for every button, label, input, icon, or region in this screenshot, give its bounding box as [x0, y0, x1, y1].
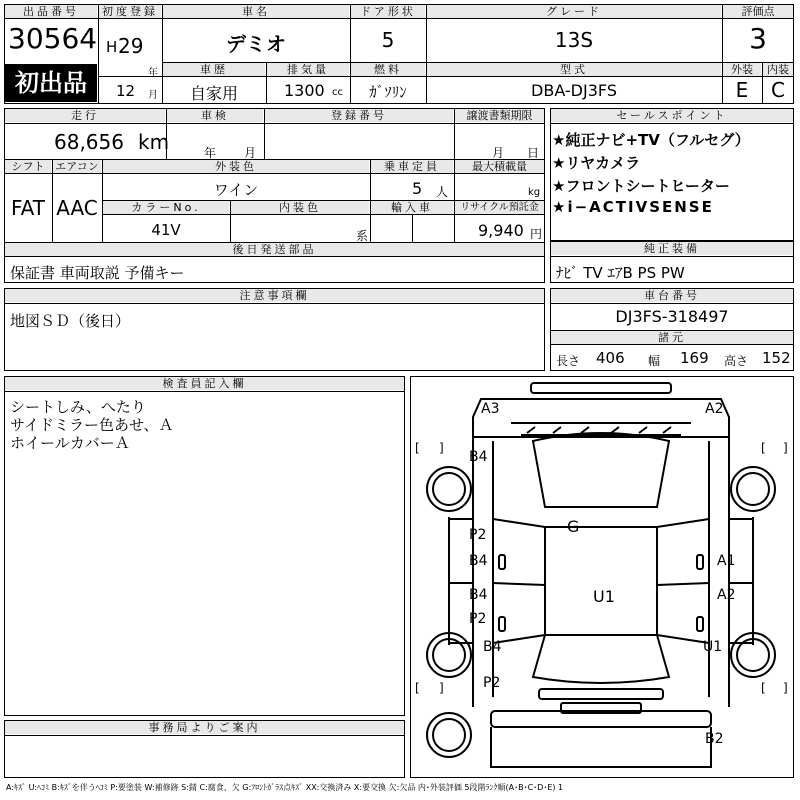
- height-value: 152: [762, 349, 791, 367]
- chassis-label: 車台番号: [551, 289, 793, 302]
- damage-mark: P2: [469, 611, 487, 627]
- notes-value: 地図ＳＤ（後日）: [10, 312, 131, 330]
- sales-points-label: セールスポイント: [551, 109, 793, 122]
- exterior-grade-label: 外装: [723, 63, 761, 76]
- office-label: 事務局よりご案内: [5, 721, 404, 734]
- int-color-unit: 系: [356, 229, 369, 243]
- damage-mark: P2: [483, 675, 501, 691]
- color-no-value: 41V: [151, 221, 181, 239]
- int-color-label: 内装色: [231, 201, 369, 214]
- notes-label: 注意事項欄: [5, 289, 544, 302]
- equipment-label: 純正装備: [551, 242, 793, 255]
- chassis-value: DJ3FS-318497: [615, 307, 729, 326]
- damage-mark: G: [567, 517, 580, 536]
- max-load-label: 最大積載量: [455, 160, 544, 173]
- fuel-value: ｶﾞｿﾘﾝ: [369, 83, 407, 101]
- damage-mark: U1: [593, 587, 615, 606]
- damage-mark: A1: [717, 553, 736, 569]
- damage-mark: A2: [717, 587, 736, 603]
- displacement-unit: cc: [332, 87, 343, 98]
- inspection-year-unit: 年: [204, 146, 217, 160]
- bracket: ]: [439, 441, 444, 455]
- car-outline: [411, 377, 792, 776]
- recycle-unit: 円: [530, 227, 543, 241]
- car-name: デミオ: [226, 32, 286, 56]
- first-reg-label: 初度登録: [99, 5, 161, 18]
- displacement-value: 1300: [284, 81, 325, 100]
- damage-diagram: [410, 376, 794, 778]
- recycle-label: リサイクル預託金: [455, 201, 544, 214]
- reg-month: 12: [116, 82, 136, 100]
- damage-mark: B4: [469, 587, 488, 603]
- transfer-label: 譲渡書類期限: [455, 109, 544, 122]
- score-label: 評価点: [723, 5, 793, 18]
- fuel-label: 燃料: [351, 63, 425, 76]
- ac-value: AAC: [56, 196, 98, 220]
- reg-month-unit: 月: [148, 90, 158, 101]
- inspection-month-unit: 月: [244, 146, 257, 160]
- mileage-label: 走行: [5, 109, 165, 122]
- model-code-label: 型式: [427, 63, 721, 76]
- color-no-label: カラーNo.: [103, 201, 229, 214]
- ext-color-label: 外装色: [103, 160, 369, 173]
- damage-mark: B4: [469, 449, 488, 465]
- bracket: ]: [783, 681, 788, 695]
- interior-grade-label: 内装: [763, 63, 793, 76]
- interior-grade: C: [771, 78, 785, 102]
- displacement-label: 排気量: [267, 63, 349, 76]
- lot-no-label: 出品番号: [5, 5, 97, 18]
- history-label: 車歴: [163, 63, 265, 76]
- inspector-line: サイドミラー色あせ、Ａ: [10, 416, 174, 434]
- model-code-value: DBA-DJ3FS: [531, 81, 617, 100]
- damage-mark: B2: [705, 731, 724, 747]
- bracket: ]: [783, 441, 788, 455]
- damage-mark: U1: [703, 639, 723, 655]
- bracket: [: [415, 441, 420, 455]
- specs-label: 諸元: [551, 331, 793, 344]
- reg-era: H: [106, 38, 118, 56]
- car-name-label: 車名: [163, 5, 349, 18]
- width-value: 169: [680, 349, 709, 367]
- import-label: 輸入車: [371, 201, 453, 214]
- max-load-unit: kg: [528, 187, 541, 198]
- score-value: 3: [749, 22, 767, 55]
- first-listing-badge: 初出品: [5, 64, 97, 102]
- height-label: 高さ: [724, 354, 749, 368]
- later-parts-label: 後日発送部品: [5, 243, 544, 256]
- inspector-line: ホイールカバーＡ: [10, 434, 130, 452]
- inspector-line: シートしみ、へたり: [10, 398, 146, 416]
- history-value: 自家用: [189, 84, 238, 103]
- legend: A:ｷｽﾞ U:ﾍｺﾐ B:ｷｽﾞを伴うﾍｺﾐ P:要塗装 W:補修跡 S:錆 C:腐食、欠 G:ﾌﾛﾝﾄｶﾞﾗｽ点ｷｽﾞ XX:交換済み X:要交換 欠:欠品 内･外装評価 5段階ﾗﾝｸ順(A･B･C･D･E) 1: [6, 783, 564, 792]
- length-label: 長さ: [556, 354, 581, 368]
- damage-mark: B4: [483, 639, 502, 655]
- later-parts-value: 保証書 車両取説 予備キー: [10, 264, 185, 282]
- grade-label: グレード: [427, 5, 721, 18]
- reg-year: 29: [118, 34, 144, 58]
- damage-mark: B4: [469, 553, 488, 569]
- grade-value: 13S: [554, 28, 594, 52]
- recycle-value: 9,940: [478, 221, 524, 240]
- doors-label: ドア形状: [351, 5, 425, 18]
- mileage-value: 68,656: [54, 130, 124, 154]
- shift-label: シフト: [5, 160, 51, 173]
- capacity-unit: 人: [436, 185, 449, 199]
- ac-label: エアコン: [53, 160, 101, 173]
- transfer-month-unit: 月: [492, 146, 505, 160]
- mileage-unit: km: [138, 130, 170, 154]
- doors-value: 5: [381, 28, 395, 52]
- sales-point-item: ★リヤカメラ: [552, 154, 641, 172]
- ext-color-value: ワイン: [213, 181, 259, 199]
- exterior-grade: E: [735, 78, 749, 102]
- lot-number: 30564: [8, 22, 98, 55]
- sales-point-item: ★純正ナビ+TV（フルセグ）: [552, 131, 750, 149]
- sales-point-item: ★i−ACTIVSENSE: [552, 198, 714, 216]
- damage-mark: A3: [481, 401, 500, 417]
- sales-point-item: ★フロントシートヒーター: [552, 177, 730, 195]
- shift-value: FAT: [10, 196, 45, 220]
- bracket: ]: [439, 681, 444, 695]
- width-label: 幅: [648, 354, 661, 368]
- length-value: 406: [596, 349, 625, 367]
- capacity-label: 乗車定員: [371, 160, 453, 173]
- transfer-day-unit: 日: [527, 146, 540, 160]
- inspection-label: 車検: [167, 109, 263, 122]
- bracket: [: [761, 441, 766, 455]
- bracket: [: [415, 681, 420, 695]
- bracket: [: [761, 681, 766, 695]
- reg-year-unit: 年: [148, 68, 158, 79]
- damage-mark: P2: [469, 527, 487, 543]
- equipment-value: ﾅﾋﾞ TV ｴｱB PS PW: [556, 264, 685, 282]
- damage-mark: A2: [705, 401, 724, 417]
- capacity-value: 5: [412, 179, 423, 198]
- reg-no-label: 登録番号: [265, 109, 453, 122]
- inspector-label: 検査員記入欄: [5, 377, 404, 390]
